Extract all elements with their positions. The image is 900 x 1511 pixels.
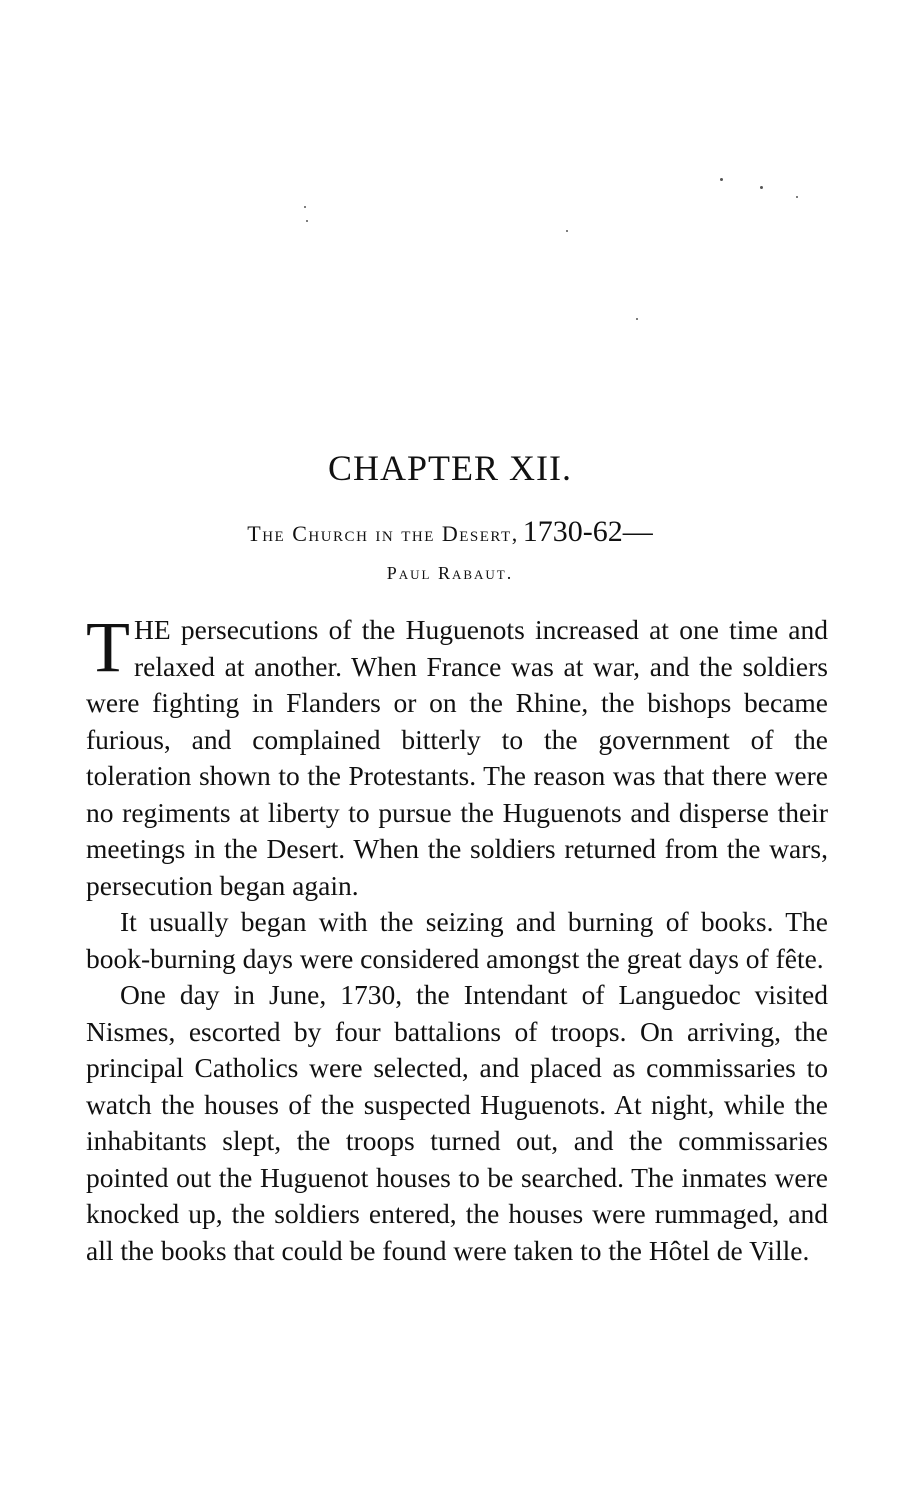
scan-speck [636,318,638,320]
chapter-subtitle-text: The Church in the Desert, [247,521,519,546]
paragraph-2: It usually began with the seizing and burning of books. The book-burning days were considered amongst the great days of fête. [86,906,828,974]
scan-speck [306,220,308,222]
scan-speck [720,178,723,181]
scan-speck [304,206,306,208]
chapter-body [86,607,828,1269]
paragraph-3: One day in June, 1730, the Intendant of Languedoc visited Nismes, escorted by four battalions of troops. On arriving, the principal Catholics were selected, and placed as commissaries to watch the houses of the suspected Huguenots. At night, while the inhabitants slept, the troops turned out, and the commissaries pointed out the Huguenot houses to be searched. The inmates were knocked up, the soldiers entered, the houses were rummaged, and all the books that could be found were taken to the Hôtel de Ville. [86,979,828,1266]
paragraph-1 [86,607,828,904]
drop-cap: T [86,607,130,687]
chapter-subtitle-line2 [0,553,900,595]
scan-speck [796,196,798,198]
chapter-title: CHAPTER XII. [328,448,572,488]
scan-speck [566,230,568,232]
scan-speck [760,186,763,189]
paragraph-1-text: HE persecutions of the Huguenots increased at one time and relaxed at another. When France was at war, and the soldiers were fighting in Flanders or on the Rhine, the bishops became furious, and complained bitterly to the government of the toleration shown to the Protestants. The reason was that there were no regiments at liberty to pursue the Huguenots and disperse their meetings in the Desert. When the soldiers returned from the wars, persecution began again. [86,614,828,901]
chapter-subtitle [0,512,900,557]
chapter-subtitle-name: Paul Rabaut. [386,563,514,583]
chapter-subtitle-years: 1730-62— [522,515,653,548]
